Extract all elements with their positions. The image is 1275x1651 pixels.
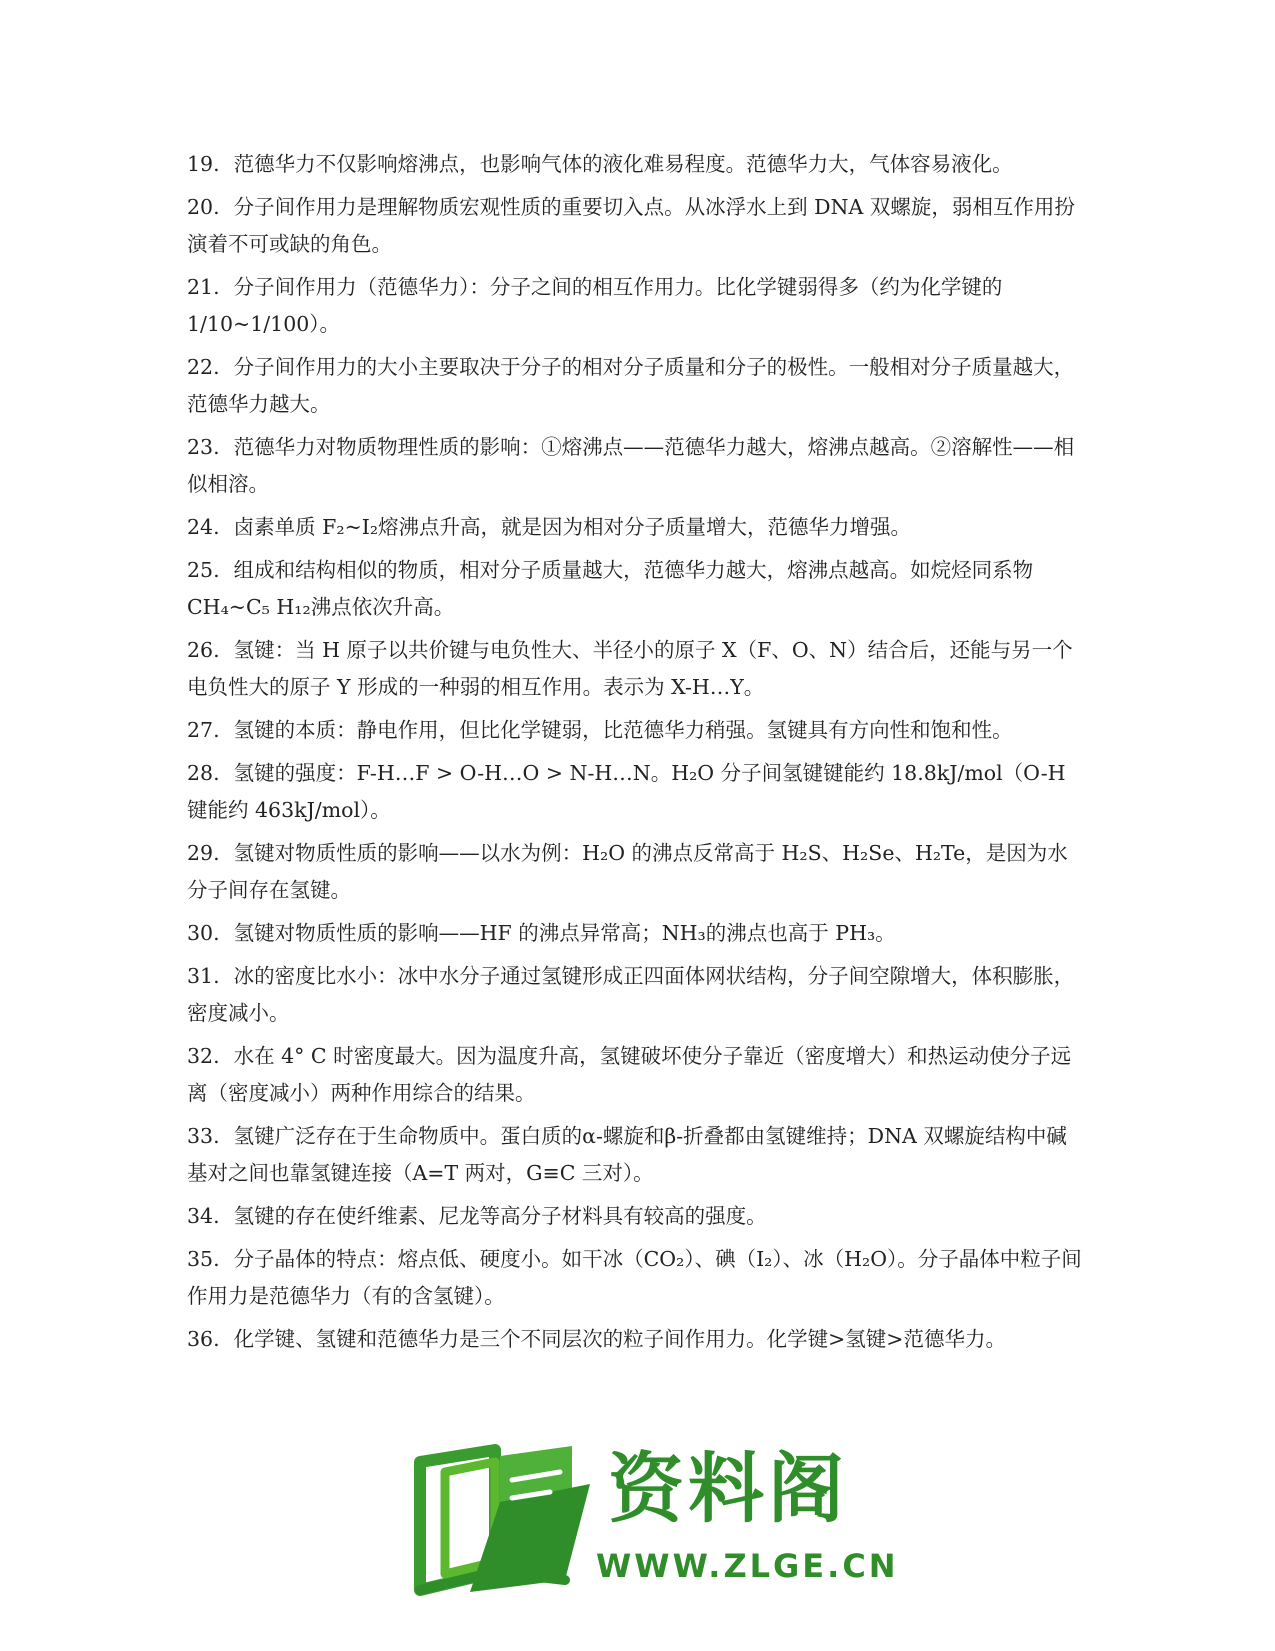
item-number: 22. (187, 355, 220, 379)
list-item (187, 269, 1087, 343)
item-text: 分子间作用力是理解物质宏观性质的重要切入点。从冰浮水上到 DNA 双螺旋，弱相互作用扮演着不可或缺的角色。 (187, 195, 1075, 256)
item-text: 水在 4° C 时密度最大。因为温度升高，氢键破坏使分子靠近（密度增大）和热运动使分子远离（密度减小）两种作用综合的结果。 (187, 1044, 1072, 1105)
item-number: 30. (187, 921, 220, 945)
item-number: 25. (187, 558, 220, 582)
list-item (187, 1118, 1087, 1192)
item-number: 35. (187, 1247, 220, 1271)
item-text: 分子晶体的特点：熔点低、硬度小。如干冰（CO₂）、碘（I₂）、冰（H₂O）。分子晶体中粒子间作用力是范德华力（有的含氢键）。 (187, 1247, 1082, 1308)
list-item (187, 1321, 1087, 1358)
item-text: 范德华力不仅影响熔沸点，也影响气体的液化难易程度。范德华力大，气体容易液化。 (233, 152, 1013, 176)
logo-title: 资料阁 (608, 1444, 848, 1533)
list-item (187, 349, 1087, 423)
site-logo (400, 1442, 899, 1602)
list-item (187, 429, 1087, 503)
item-number: 31. (187, 964, 220, 988)
list-item (187, 552, 1087, 626)
item-text: 范德华力对物质物理性质的影响：①熔沸点——范德华力越大，熔沸点越高。②溶解性——相似相溶。 (187, 435, 1075, 496)
item-text: 氢键对物质性质的影响——HF 的沸点异常高；NH₃的沸点也高于 PH₃。 (233, 921, 896, 945)
item-number: 19. (187, 152, 220, 176)
list-item (187, 509, 1087, 546)
item-number: 34. (187, 1204, 220, 1228)
list-item (187, 755, 1087, 829)
item-number: 21. (187, 275, 220, 299)
list-item (187, 189, 1087, 263)
list-item (187, 835, 1087, 909)
item-text: 氢键广泛存在于生命物质中。蛋白质的α-螺旋和β-折叠都由氢键维持；DNA 双螺旋结构中碱基对之间也靠氢键连接（A=T 两对，G≡C 三对）。 (187, 1124, 1067, 1185)
item-text: 分子间作用力的大小主要取决于分子的相对分子质量和分子的极性。一般相对分子质量越大，范德华力越大。 (187, 355, 1075, 416)
item-number: 36. (187, 1327, 220, 1351)
list-item (187, 712, 1087, 749)
item-number: 26. (187, 638, 220, 662)
item-text: 氢键的存在使纤维素、尼龙等高分子材料具有较高的强度。 (233, 1204, 767, 1228)
list-item (187, 146, 1087, 183)
open-book-icon (400, 1442, 600, 1602)
item-text: 氢键：当 H 原子以共价键与电负性大、半径小的原子 X（F、O、N）结合后，还能与另一个电负性大的原子 Y 形成的一种弱的相互作用。表示为 X-H…Y。 (187, 638, 1073, 699)
item-number: 28. (187, 761, 220, 785)
item-number: 33. (187, 1124, 220, 1148)
item-number: 24. (187, 515, 220, 539)
item-text: 冰的密度比水小：冰中水分子通过氢键形成正四面体网状结构，分子间空隙增大，体积膨胀，密度减小。 (187, 964, 1075, 1025)
list-item (187, 1038, 1087, 1112)
logo-url: WWW.ZLGE.CN (596, 1547, 899, 1585)
item-number: 29. (187, 841, 220, 865)
list-item (187, 1241, 1087, 1315)
item-text: 组成和结构相似的物质，相对分子质量越大，范德华力越大，熔沸点越高。如烷烃同系物 CH₄~C₅ H₁₂沸点依次升高。 (187, 558, 1034, 619)
item-number: 27. (187, 718, 220, 742)
item-number: 20. (187, 195, 220, 219)
notes-list (187, 146, 1087, 1364)
list-item (187, 1198, 1087, 1235)
item-text: 氢键的本质：静电作用，但比化学键弱，比范德华力稍强。氢键具有方向性和饱和性。 (233, 718, 1013, 742)
list-item (187, 632, 1087, 706)
item-number: 23. (187, 435, 220, 459)
item-number: 32. (187, 1044, 220, 1068)
list-item (187, 915, 1087, 952)
item-text: 分子间作用力（范德华力）：分子之间的相互作用力。比化学键弱得多（约为化学键的 1/10~1/100）。 (187, 275, 1003, 336)
list-item (187, 958, 1087, 1032)
item-text: 卤素单质 F₂~I₂熔沸点升高，就是因为相对分子质量增大，范德华力增强。 (233, 515, 912, 539)
item-text: 氢键对物质性质的影响——以水为例：H₂O 的沸点反常高于 H₂S、H₂Se、H₂Te，是因为水分子间存在氢键。 (187, 841, 1068, 902)
item-text: 氢键的强度：F-H…F > O-H…O > N-H…N。H₂O 分子间氢键键能约 18.8kJ/mol（O-H 键能约 463kJ/mol）。 (187, 761, 1066, 822)
item-text: 化学键、氢键和范德华力是三个不同层次的粒子间作用力。化学键>氢键>范德华力。 (233, 1327, 1006, 1351)
